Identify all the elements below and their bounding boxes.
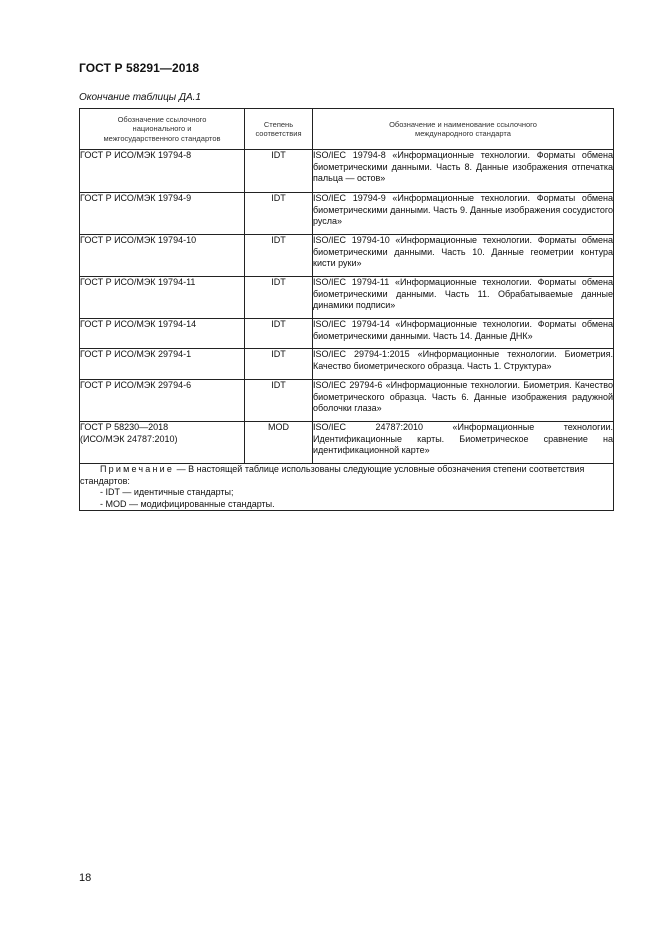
international-standard: ISO/IEC 19794-9 «Информационные технологии. Форматы обмена биометрическими данными. Часть 9. Данные изображения сосудистого русла» <box>313 193 614 235</box>
international-standard: ISO/IEC 19794-14 «Информационные технологии. Форматы обмена биометрическими данными. Часть 14. Данные ДНК» <box>313 319 614 349</box>
table-note <box>80 464 614 511</box>
table-row <box>80 193 614 235</box>
table-header-row <box>80 109 614 150</box>
degree-of-conformity: IDT <box>245 235 313 277</box>
table-row <box>80 277 614 319</box>
note-dash: — <box>174 464 189 474</box>
header-international-standard: Обозначение и наименование ссылочного международного стандарта <box>313 109 614 150</box>
table-caption: Окончание таблицы ДА.1 <box>79 92 201 103</box>
note-text: В настоящей таблице использованы следующие условные обозначения степени соответствия стандартов: <box>80 464 585 486</box>
degree-of-conformity: IDT <box>245 319 313 349</box>
national-standard-code: ГОСТ Р ИСО/МЭК 29794-6 <box>80 380 245 422</box>
degree-of-conformity: IDT <box>245 193 313 235</box>
table-row <box>80 150 614 193</box>
degree-of-conformity: MOD <box>245 422 313 464</box>
national-standard-code: ГОСТ Р ИСО/МЭК 19794-11 <box>80 277 245 319</box>
document-header: ГОСТ Р 58291—2018 <box>79 61 200 75</box>
note-label: Примечание <box>100 464 175 474</box>
degree-of-conformity: IDT <box>245 277 313 319</box>
table-row <box>80 319 614 349</box>
degree-of-conformity: IDT <box>245 150 313 193</box>
table-note-row <box>80 464 614 511</box>
degree-of-conformity: IDT <box>245 349 313 380</box>
table-row <box>80 422 614 464</box>
national-standard-code: ГОСТ Р ИСО/МЭК 19794-9 <box>80 193 245 235</box>
note-item-mod: - MOD — модифицированные стандарты. <box>100 498 275 509</box>
national-standard-code: ГОСТ Р ИСО/МЭК 29794-1 <box>80 349 245 380</box>
national-standard-code: ГОСТ Р 58230—2018 <box>80 422 169 432</box>
international-standard: ISO/IEC 29794-6 «Информационные технологии. Биометрия. Качество биометрического образца. Часть 6. Данные изображения радужной оболочки глаза» <box>313 380 614 422</box>
international-standard: ISO/IEC 29794-1:2015 «Информационные технологии. Биометрия. Качество биометрического образца. Часть 1. Структура» <box>313 349 614 380</box>
note-item-idt: - IDT — идентичные стандарты; <box>100 487 234 497</box>
table-row <box>80 380 614 422</box>
header-national-standard: Обозначение ссылочного национального и межгосударственного стандартов <box>80 109 245 150</box>
national-standard-code: ГОСТ Р ИСО/МЭК 19794-14 <box>80 319 245 349</box>
international-standard: ISO/IEC 19794-11 «Информационные технологии. Форматы обмена биометрическими данными. Часть 11. Обрабатываемые данные динамики подписи» <box>313 277 614 319</box>
reference-standards-table <box>79 108 614 511</box>
national-standard-code-equivalent: (ИСО/МЭК 24787:2010) <box>80 433 178 444</box>
note-paragraph <box>80 464 613 487</box>
table-row <box>80 235 614 277</box>
degree-of-conformity: IDT <box>245 380 313 422</box>
international-standard: ISO/IEC 19794-10 «Информационные технологии. Форматы обмена биометрическими данными. Часть 10. Данные геометрии контура кисти руки» <box>313 235 614 277</box>
national-standard-code: ГОСТ Р ИСО/МЭК 19794-10 <box>80 235 245 277</box>
international-standard: ISO/IEC 24787:2010 «Информационные технологии. Идентификационные карты. Биометрическое сравнение на идентификационной карте» <box>313 422 614 464</box>
header-degree: Степень соответствия <box>245 109 313 150</box>
table-row <box>80 349 614 380</box>
page-number: 18 <box>79 872 92 884</box>
national-standard-code: ГОСТ Р ИСО/МЭК 19794-8 <box>80 150 245 193</box>
international-standard: ISO/IEC 19794-8 «Информационные технологии. Форматы обмена биометрическими данными. Часть 8. Данные изображения отпечатка пальца — остов» <box>313 150 614 193</box>
national-standard-code-cell <box>80 422 245 464</box>
